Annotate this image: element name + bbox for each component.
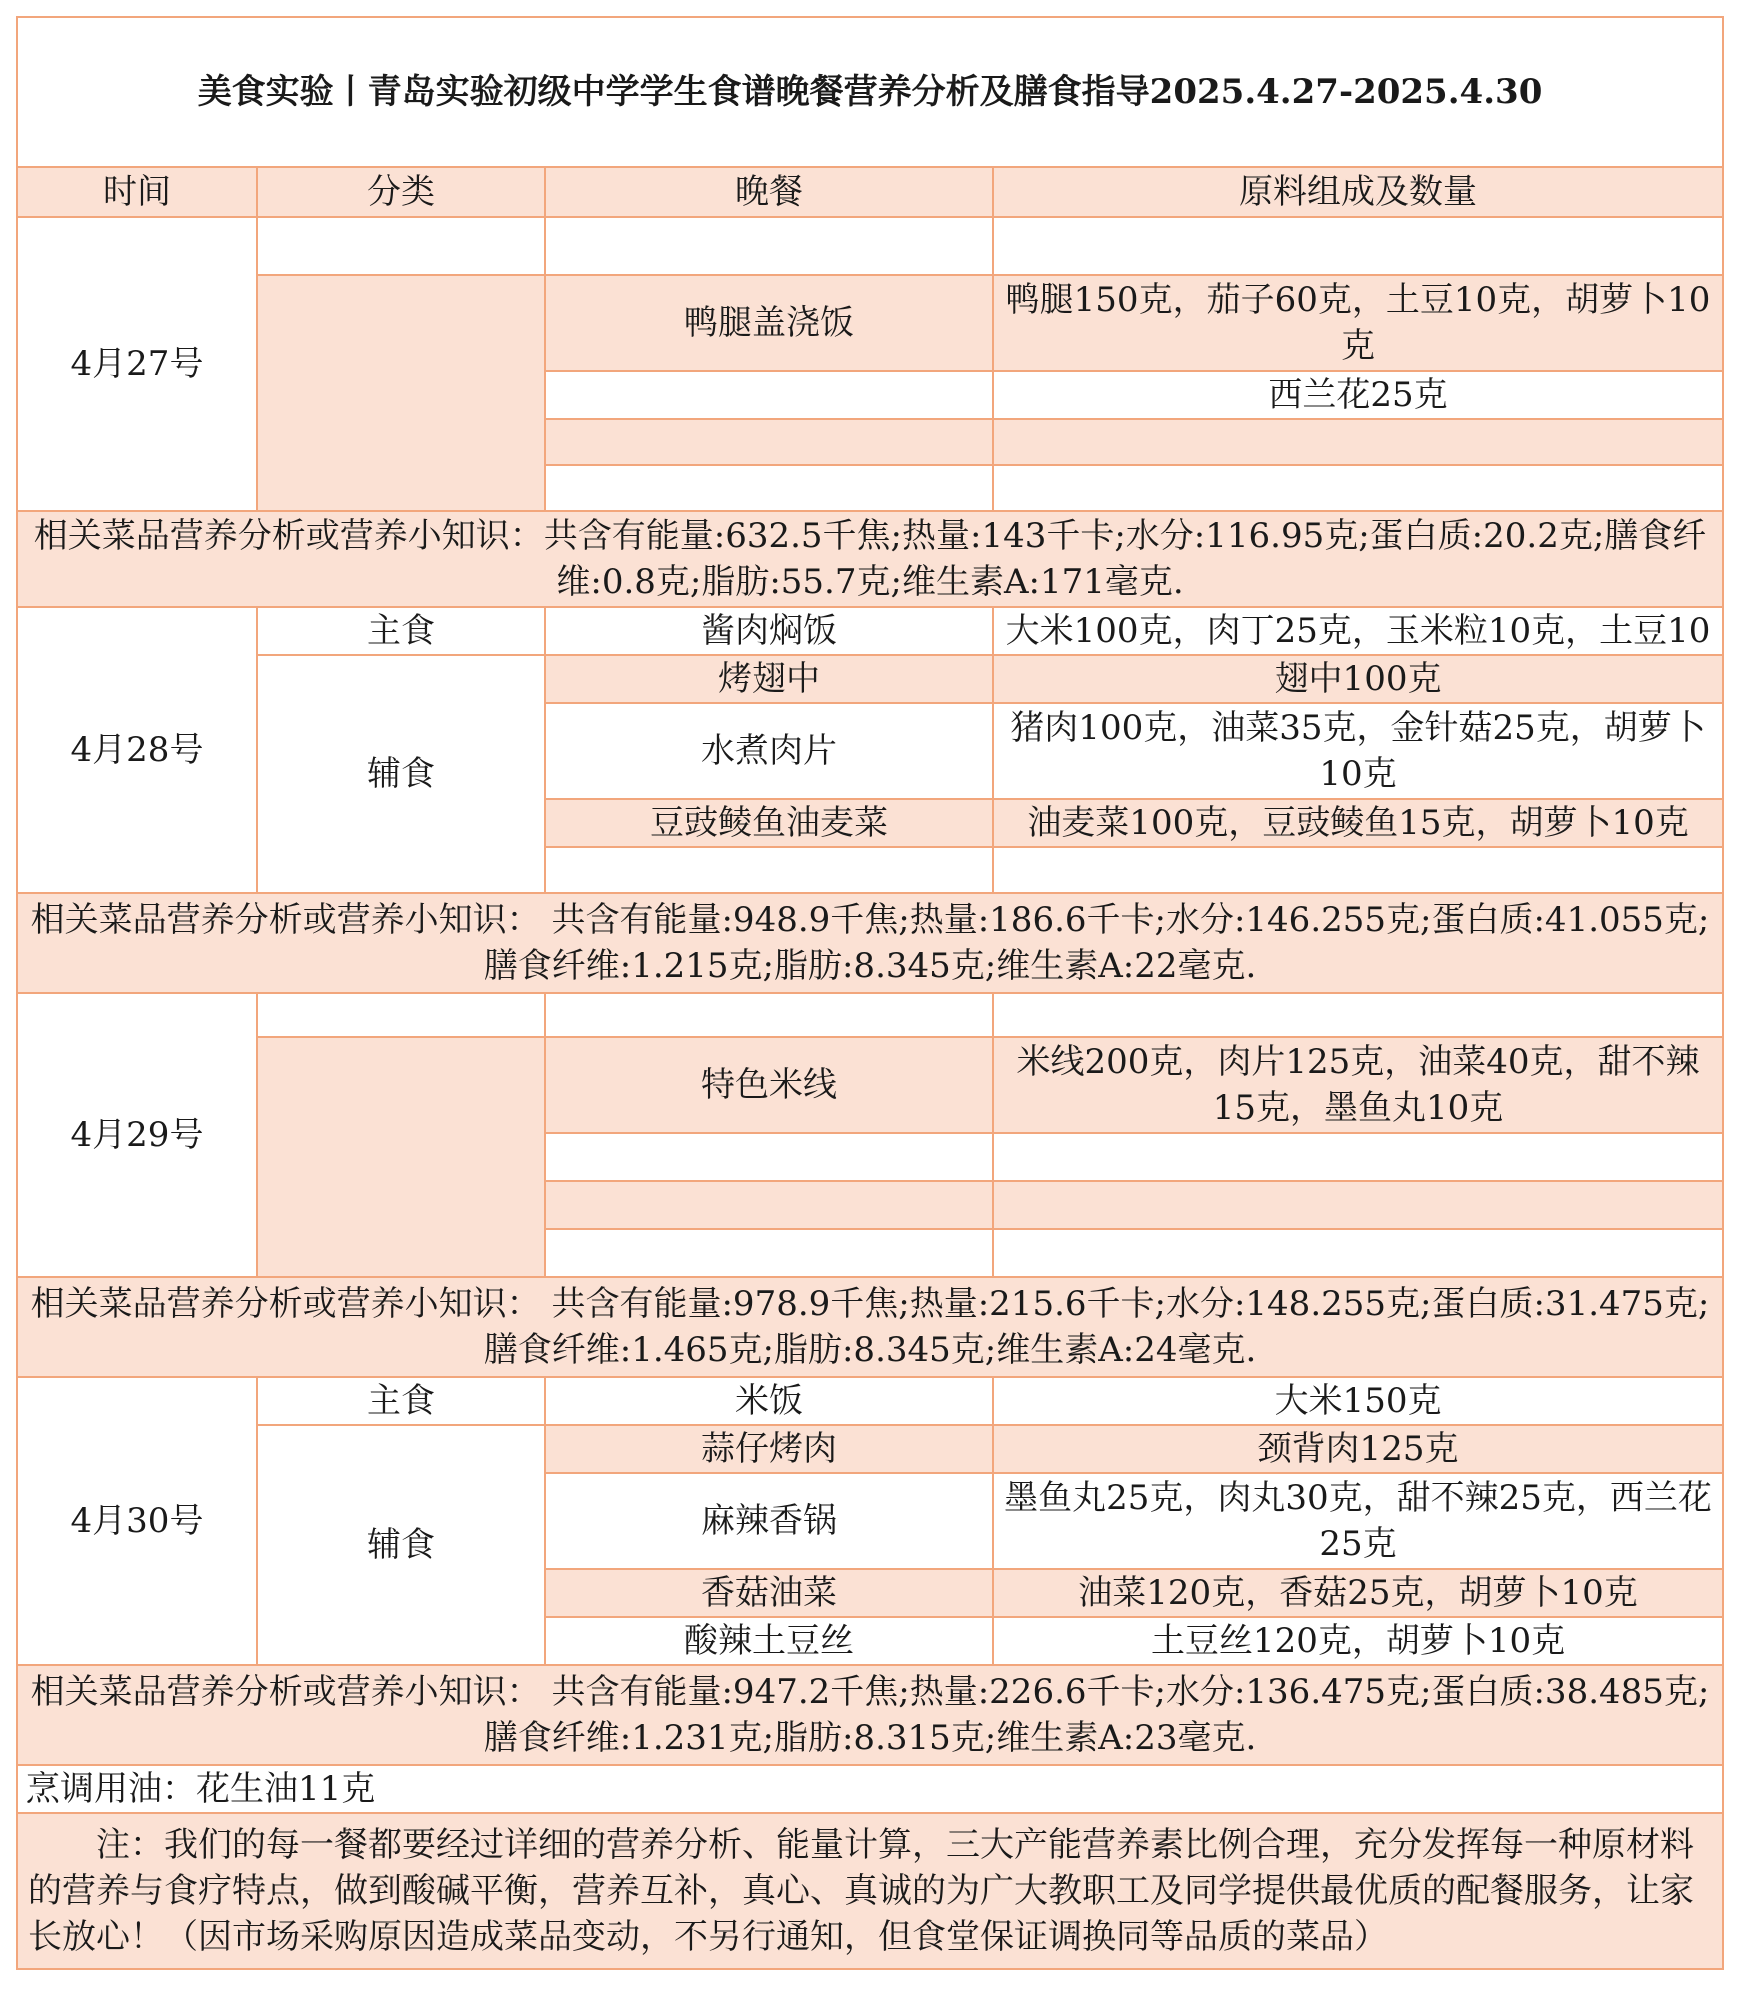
ingredient-cell: 大米150克 bbox=[993, 1377, 1723, 1425]
ingredient-cell bbox=[993, 419, 1723, 465]
category-cell bbox=[257, 217, 545, 275]
ingredient-cell: 油麦菜100克，豆豉鲮鱼15克，胡萝卜10克 bbox=[993, 799, 1723, 847]
ingredient-cell: 墨鱼丸25克，肉丸30克，甜不辣25克，西兰花25克 bbox=[993, 1473, 1723, 1569]
ingredient-cell bbox=[993, 993, 1723, 1037]
dish-cell bbox=[545, 847, 993, 893]
dish-cell: 酸辣土豆丝 bbox=[545, 1617, 993, 1665]
menu-table bbox=[16, 16, 1724, 1970]
header-ingredients: 原料组成及数量 bbox=[993, 167, 1723, 217]
dish-cell: 麻辣香锅 bbox=[545, 1473, 993, 1569]
dish-cell bbox=[545, 217, 993, 275]
ingredient-cell: 土豆丝120克，胡萝卜10克 bbox=[993, 1617, 1723, 1665]
dish-cell bbox=[545, 465, 993, 511]
ingredient-cell bbox=[993, 847, 1723, 893]
dish-cell: 鸭腿盖浇饭 bbox=[545, 275, 993, 371]
page-title: 美食实验丨青岛实验初级中学学生食谱晚餐营养分析及膳食指导2025.4.27-2025.4.30 bbox=[17, 17, 1723, 167]
category-cell: 辅食 bbox=[257, 1425, 545, 1665]
header-category: 分类 bbox=[257, 167, 545, 217]
cooking-oil-note: 烹调用油：花生油11克 bbox=[17, 1765, 1723, 1813]
ingredient-cell: 大米100克，肉丁25克，玉米粒10克，土豆10 bbox=[993, 607, 1723, 655]
ingredient-cell: 西兰花25克 bbox=[993, 371, 1723, 419]
category-cell bbox=[257, 993, 545, 1037]
dish-cell: 豆豉鲮鱼油麦菜 bbox=[545, 799, 993, 847]
ingredient-cell: 米线200克，肉片125克，油菜40克，甜不辣15克，墨鱼丸10克 bbox=[993, 1037, 1723, 1133]
ingredient-cell: 猪肉100克，油菜35克，金针菇25克，胡萝卜10克 bbox=[993, 703, 1723, 799]
dish-cell bbox=[545, 419, 993, 465]
category-cell: 辅食 bbox=[257, 655, 545, 893]
dish-cell: 米饭 bbox=[545, 1377, 993, 1425]
dish-cell bbox=[545, 993, 993, 1037]
dish-cell: 烤翅中 bbox=[545, 655, 993, 703]
dish-cell: 特色米线 bbox=[545, 1037, 993, 1133]
dish-cell bbox=[545, 1229, 993, 1277]
ingredient-cell bbox=[993, 1181, 1723, 1229]
ingredient-cell bbox=[993, 217, 1723, 275]
date-cell: 4月27号 bbox=[17, 217, 257, 511]
nutrition-note: 相关菜品营养分析或营养小知识： 共含有能量:948.9千焦;热量:186.6千卡;水分:146.255克;蛋白质:41.055克;膳食纤维:1.215克;脂肪:8.345克;维生素A:22毫克. bbox=[17, 893, 1723, 993]
header-dinner: 晚餐 bbox=[545, 167, 993, 217]
dish-cell bbox=[545, 1181, 993, 1229]
dish-cell bbox=[545, 1133, 993, 1181]
date-cell: 4月29号 bbox=[17, 993, 257, 1277]
ingredient-cell: 油菜120克，香菇25克，胡萝卜10克 bbox=[993, 1569, 1723, 1617]
header-time: 时间 bbox=[17, 167, 257, 217]
ingredient-cell: 鸭腿150克，茄子60克，土豆10克，胡萝卜10克 bbox=[993, 275, 1723, 371]
menu-sheet bbox=[16, 16, 1722, 1970]
category-cell bbox=[257, 275, 545, 511]
ingredient-cell: 颈背肉125克 bbox=[993, 1425, 1723, 1473]
ingredient-cell bbox=[993, 1229, 1723, 1277]
dish-cell: 蒜仔烤肉 bbox=[545, 1425, 993, 1473]
ingredient-cell bbox=[993, 1133, 1723, 1181]
category-cell bbox=[257, 1037, 545, 1277]
ingredient-cell: 翅中100克 bbox=[993, 655, 1723, 703]
date-cell: 4月28号 bbox=[17, 607, 257, 893]
nutrition-note: 相关菜品营养分析或营养小知识：共含有能量:632.5千焦;热量:143千卡;水分:116.95克;蛋白质:20.2克;膳食纤维:0.8克;脂肪:55.7克;维生素A:171毫克. bbox=[17, 511, 1723, 607]
category-cell: 主食 bbox=[257, 1377, 545, 1425]
footnote bbox=[17, 1813, 1723, 1969]
dish-cell bbox=[545, 371, 993, 419]
category-cell: 主食 bbox=[257, 607, 545, 655]
nutrition-note: 相关菜品营养分析或营养小知识： 共含有能量:978.9千焦;热量:215.6千卡;水分:148.255克;蛋白质:31.475克;膳食纤维:1.465克;脂肪:8.345克;维生素A:24毫克. bbox=[17, 1277, 1723, 1377]
footnote-text: 注：我们的每一餐都要经过详细的营养分析、能量计算，三大产能营养素比例合理，充分发挥每一种原材料的营养与食疗特点，做到酸碱平衡，营养互补，真心、真诚的为广大教职工及同学提供最优质的配餐服务，让家长放心！（因市场采购原因造成菜品变动，不另行通知，但食堂保证调换同等品质的菜品） bbox=[28, 1825, 1694, 1957]
nutrition-note: 相关菜品营养分析或营养小知识： 共含有能量:947.2千焦;热量:226.6千卡;水分:136.475克;蛋白质:38.485克;膳食纤维:1.231克;脂肪:8.315克;维生素A:23毫克. bbox=[17, 1665, 1723, 1765]
date-cell: 4月30号 bbox=[17, 1377, 257, 1665]
dish-cell: 香菇油菜 bbox=[545, 1569, 993, 1617]
ingredient-cell bbox=[993, 465, 1723, 511]
dish-cell: 酱肉焖饭 bbox=[545, 607, 993, 655]
dish-cell: 水煮肉片 bbox=[545, 703, 993, 799]
